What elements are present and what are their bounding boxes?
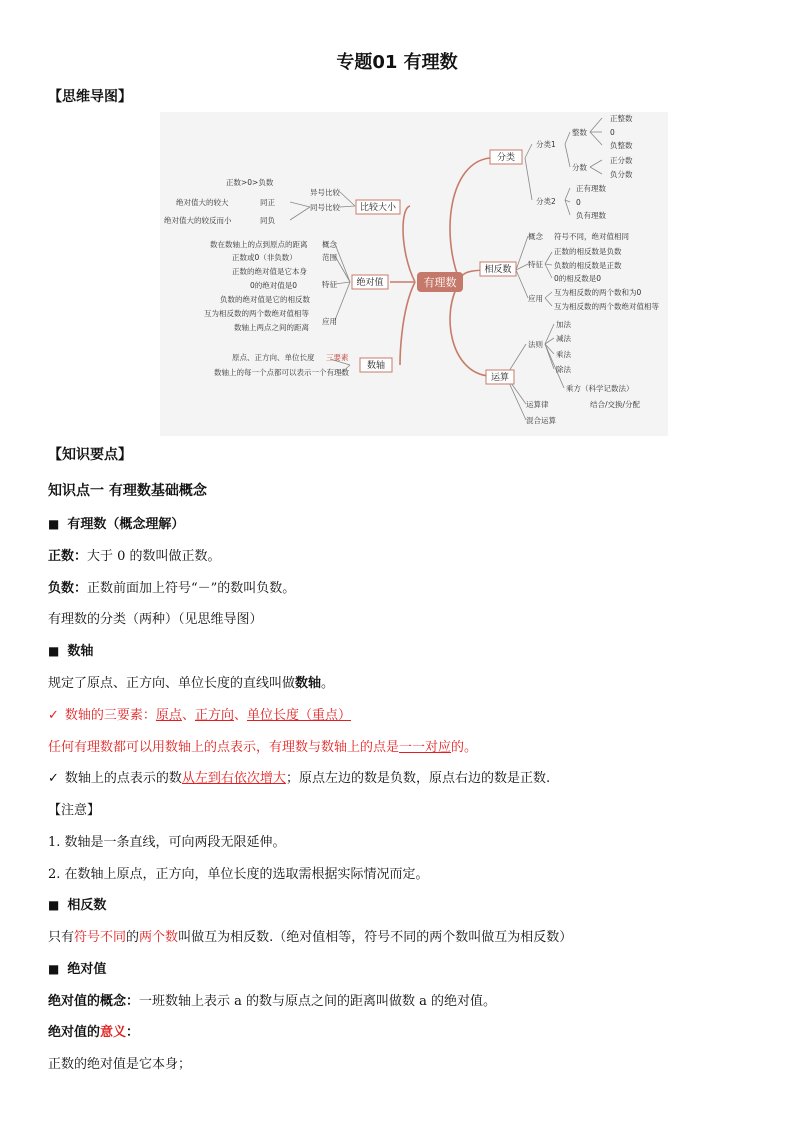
mindmap-center: 有理数 — [423, 276, 457, 289]
mm-leaf: 分类2 — [536, 197, 556, 206]
jdz-last-line: 正数的绝对值是它本身； — [48, 1057, 192, 1072]
mm-leaf: 负整数 — [610, 141, 633, 150]
mm-leaf: 特征 — [322, 280, 337, 289]
mm-bijiao: 比较大小 — [359, 203, 397, 213]
mm-leaf: 同负 — [260, 216, 275, 225]
shuzhou-three-elements: ✓ 数轴的三要素：原点、正方向、单位长度（重点） — [48, 708, 351, 723]
mm-leaf: 数轴上的每一个点都可以表示一个有理数 — [214, 368, 349, 377]
mm-yunsuan: 运算 — [490, 373, 510, 383]
mm-leaf: 三要素 — [326, 353, 349, 362]
zhuyi-item-1: 1. 数轴是一条直线，可向两段无限延伸。 — [48, 835, 286, 850]
mm-leaf: 0 — [610, 128, 615, 137]
mm-leaf: 原点、正方向、单位长度 — [232, 353, 315, 362]
mm-leaf: 符号不同，绝对值相同 — [554, 232, 629, 241]
mm-leaf: 法则 — [528, 340, 543, 349]
mm-leaf: 分类1 — [536, 140, 556, 149]
mm-xiangfanshu: 相反数 — [484, 265, 512, 275]
mm-leaf: 负有理数 — [576, 211, 606, 220]
mm-leaf: 同号比较 — [310, 203, 340, 212]
mindmap-heading: 【思维导图】 — [48, 89, 132, 105]
mm-leaf: 负数的绝对值是它的相反数 — [220, 295, 310, 304]
mm-leaf: 互为相反数的两个数绝对值相等 — [554, 302, 659, 311]
subheading-shuzhou: ■ 数轴 — [48, 644, 94, 659]
shuzhou-def: 规定了原点、正方向、单位长度的直线叫做数轴。 — [48, 676, 335, 691]
kp1-heading: 知识点一 有理数基础概念 — [48, 483, 207, 499]
mm-fenlei: 分类 — [496, 153, 516, 163]
mm-leaf: 正分数 — [610, 156, 633, 165]
mm-leaf: 减法 — [556, 334, 571, 343]
mm-leaf: 运算律 — [526, 400, 549, 409]
mm-leaf: 混合运算 — [526, 416, 556, 425]
mm-leaf: 乘法 — [556, 350, 571, 359]
shuzhou-correspondence: 任何有理数都可以用数轴上的点表示，有理数与数轴上的点是一一对应的。 — [48, 740, 478, 755]
mm-leaf: 负数的相反数是正数 — [554, 261, 622, 270]
shuzhou-order: ✓ 数轴上的点表示的数从左到右依次增大；原点左边的数是负数，原点右边的数是正数. — [48, 771, 551, 786]
mm-jueduizhi: 绝对值 — [356, 278, 384, 288]
page-title: 专题01 有理数 — [336, 52, 458, 73]
xiangfan-def: 只有符号不同的两个数叫做互为相反数.（绝对值相等，符号不同的两个数叫做互为相反数） — [48, 930, 573, 945]
mm-leaf: 正数的相反数是负数 — [554, 247, 622, 256]
jdz-meaning: 绝对值的意义： — [48, 1025, 140, 1040]
mm-leaf: 正数的绝对值是它本身 — [232, 267, 307, 276]
def-fushu: 负数：正数前面加上符号“－”的数叫负数。 — [48, 581, 296, 596]
mm-leaf: 除法 — [556, 365, 571, 374]
jdz-concept: 绝对值的概念：一班数轴上表示 a 的数与原点之间的距离叫做数 a 的绝对值。 — [48, 994, 497, 1009]
mm-leaf: 正数>0>负数 — [226, 178, 274, 187]
mm-leaf: 0的相反数是0 — [554, 274, 602, 283]
mm-leaf: 互为相反数的两个数绝对值相等 — [204, 309, 309, 318]
mm-leaf: 应用 — [528, 294, 543, 303]
subheading-xiangfan: ■ 相反数 — [48, 898, 107, 913]
mm-leaf: 特征 — [528, 260, 543, 269]
fenlei-text: 有理数的分类（两种）（见思维导图） — [48, 612, 263, 627]
mm-leaf: 0的绝对值是0 — [250, 281, 298, 290]
mm-leaf: 加法 — [556, 320, 571, 329]
mm-leaf: 绝对值大的较反而小 — [164, 216, 232, 225]
mm-leaf: 整数 — [572, 128, 587, 137]
mm-leaf: 概念 — [322, 240, 337, 249]
knowledge-heading: 【知识要点】 — [48, 447, 132, 463]
mm-shuzhou: 数轴 — [366, 361, 386, 371]
mm-leaf: 范围 — [322, 253, 337, 262]
mm-leaf: 正数或0（非负数） — [232, 253, 297, 262]
mm-leaf: 分数 — [572, 163, 587, 172]
mm-leaf: 同正 — [260, 198, 275, 207]
subheading-youlishu: ■ 有理数（概念理解） — [48, 517, 185, 532]
subheading-jdz: ■ 绝对值 — [48, 962, 107, 977]
mm-leaf: 乘方（科学记数法） — [566, 384, 634, 393]
mm-leaf: 应用 — [322, 317, 337, 326]
mind-map-diagram — [160, 112, 668, 436]
zhuyi-heading: 【注意】 — [48, 803, 101, 818]
def-zhengshu: 正数：大于 0 的数叫做正数。 — [48, 549, 221, 564]
zhuyi-item-2: 2. 在数轴上原点，正方向，单位长度的选取需根据实际情况而定。 — [48, 867, 429, 882]
mm-leaf: 负分数 — [610, 170, 633, 179]
mm-leaf: 正整数 — [610, 114, 633, 123]
mm-leaf: 结合/交换/分配 — [590, 400, 641, 409]
mm-leaf: 绝对值大的较大 — [176, 198, 229, 207]
mm-leaf: 异号比较 — [310, 188, 340, 197]
mm-leaf: 互为相反数的两个数和为0 — [554, 288, 642, 297]
mm-leaf: 0 — [576, 198, 581, 207]
mm-leaf: 数在数轴上的点到原点的距离 — [210, 240, 308, 249]
mm-leaf: 概念 — [528, 232, 543, 241]
mm-leaf: 数轴上两点之间的距离 — [234, 323, 309, 332]
mm-leaf: 正有理数 — [576, 184, 606, 193]
